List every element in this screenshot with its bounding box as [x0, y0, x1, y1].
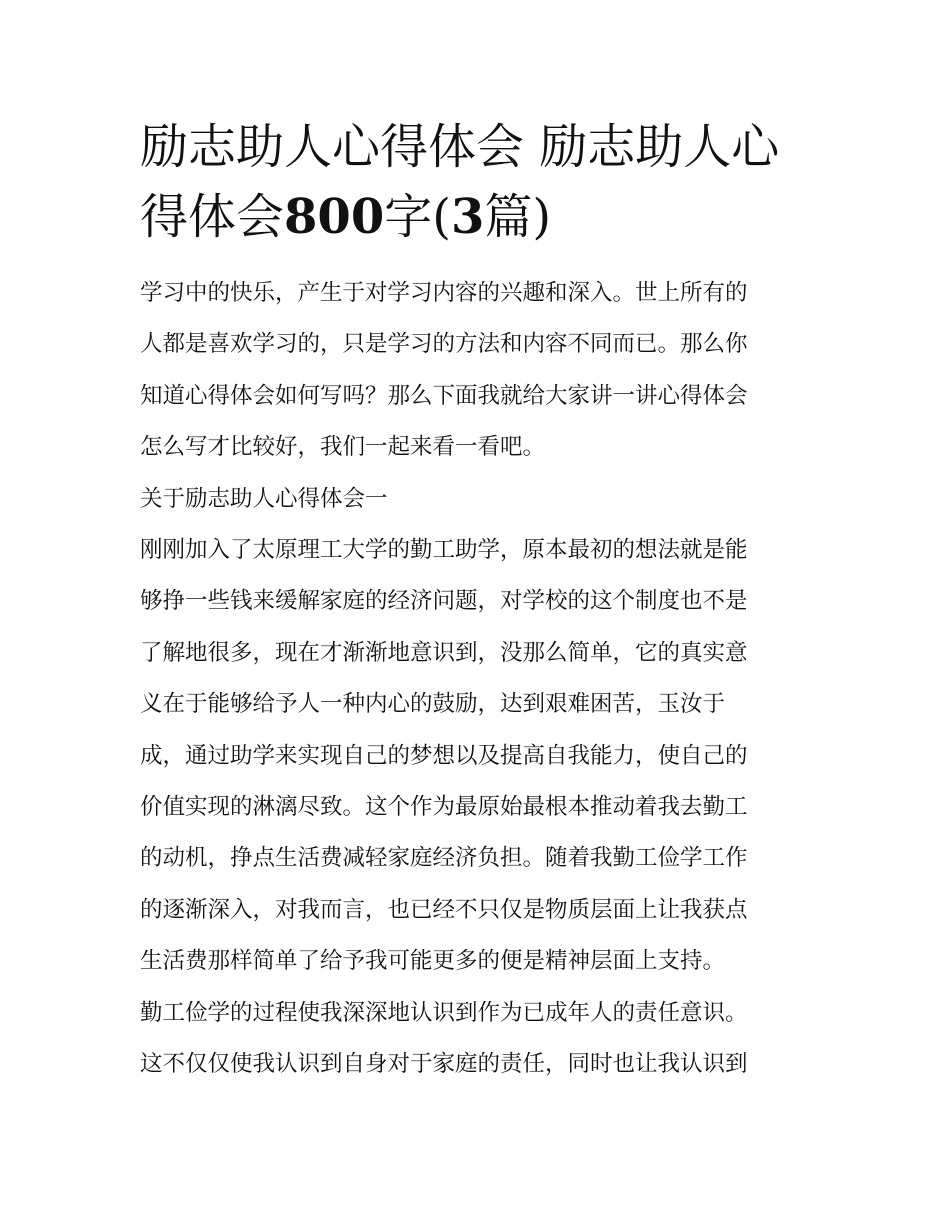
- title-number-800: 800: [284, 189, 385, 245]
- title-text-2b: 字(: [384, 189, 451, 245]
- body-text: [140, 268, 812, 1091]
- text-line: 了解地很多，现在才渐渐地意识到，没那么简单，它的真实意: [140, 639, 748, 666]
- title-line-1: [140, 112, 812, 182]
- text-line: 学习中的快乐，产生于对学习内容的兴趣和深入。世上所有的: [140, 280, 748, 306]
- text-line: 人都是喜欢学习的，只是学习的方法和内容不同而已。那么你: [140, 331, 748, 358]
- text-line: 成，通过助学来实现自己的梦想以及提高自我能力，使自己的: [140, 742, 748, 769]
- title-text-2a: 得体会: [140, 189, 285, 245]
- text-line: 这不仅仅使我认识到自身对于家庭的责任，同时也让我认识到: [140, 1051, 748, 1078]
- document-content: [140, 112, 812, 1091]
- title-text-2c: 篇): [484, 189, 552, 245]
- text-line: 知道心得体会如何写吗？那么下面我就给大家讲一讲心得体会: [140, 382, 748, 409]
- page-title: [140, 112, 812, 252]
- text-line: 怎么写才比较好，我们一起来看一看吧。: [140, 434, 546, 461]
- section-heading: 关于励志助人心得体会一: [140, 485, 388, 512]
- title-line-2: [140, 182, 812, 252]
- text-line: 的逐渐深入，对我而言，也已经不只仅是物质层面上让我获点: [140, 896, 748, 923]
- text-line: 生活费那样简单了给予我可能更多的便是精神层面上支持。: [140, 948, 726, 975]
- text-line: 勤工俭学的过程使我深深地认识到作为已成年人的责任意识。: [140, 999, 748, 1026]
- text-line: 价值实现的淋漓尽致。这个作为最原始最根本推动着我去勤工: [140, 794, 748, 821]
- text-line: 刚刚加入了太原理工大学的勤工助学，原本最初的想法就是能: [140, 537, 748, 564]
- title-number-3: 3: [450, 189, 485, 245]
- text-line: 的动机，挣点生活费减轻家庭经济负担。随着我勤工俭学工作: [140, 845, 748, 872]
- text-line: 够挣一些钱来缓解家庭的经济问题，对学校的这个制度也不是: [140, 588, 748, 615]
- title-text-1: 励志助人心得体会 励志助人心: [140, 119, 780, 175]
- text-line: 义在于能够给予人一种内心的鼓励，达到艰难困苦，玉汝于: [140, 691, 726, 718]
